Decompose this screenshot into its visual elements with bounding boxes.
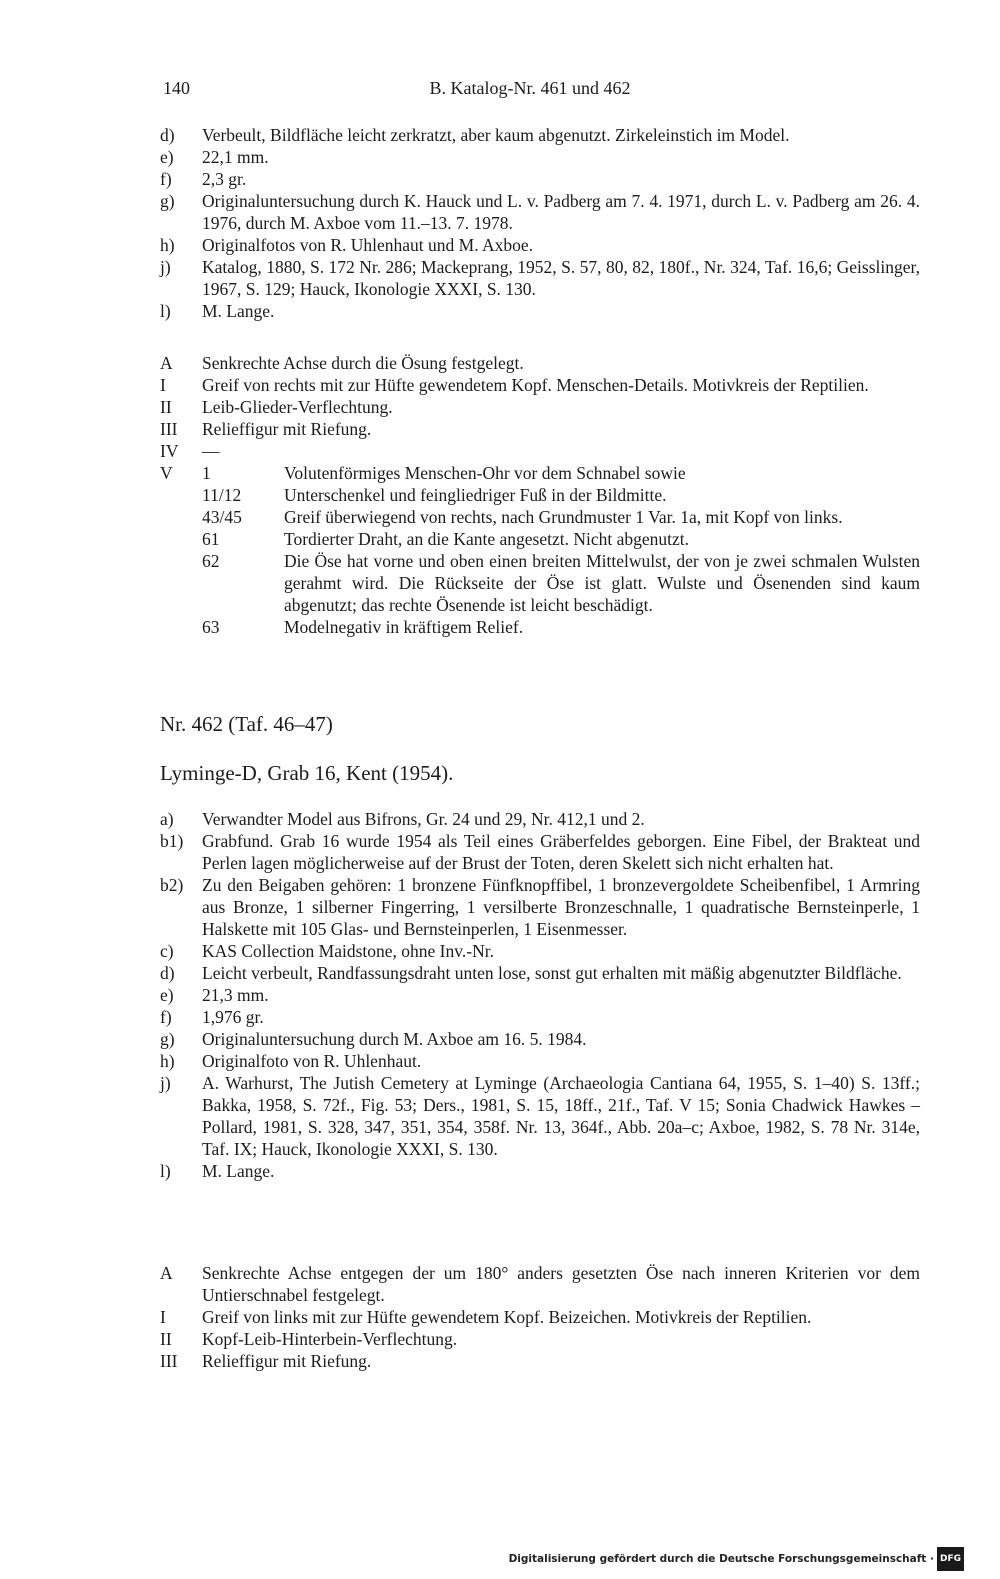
item-label: g): [160, 191, 175, 211]
item-label: e): [160, 985, 174, 1005]
analysis-text: Leib-Glieder-Verflechtung.: [202, 397, 393, 417]
item-label: g): [160, 1029, 175, 1049]
item-text: M. Lange.: [202, 301, 275, 321]
site-title: Lyminge-D, Grab 16, Kent (1954).: [160, 761, 454, 785]
v-num: 63: [202, 617, 220, 637]
analysis-text: Kopf-Leib-Hinterbein-Verflechtung.: [202, 1329, 458, 1349]
item-text: 2,3 gr.: [202, 169, 247, 189]
analysis-item: [160, 1350, 920, 1372]
list-item: [160, 124, 920, 146]
footer-text: Digitalisierung gefördert durch die Deutsche Forschungsgemeinschaft ·: [508, 1553, 934, 1565]
analysis-text: Relieffigur mit Riefung.: [202, 1351, 372, 1371]
item-label: f): [160, 169, 172, 189]
v-row: [202, 506, 920, 528]
running-head: B. Katalog-Nr. 461 und 462: [429, 78, 631, 98]
analysis-item: [160, 440, 920, 462]
item-text: Originaluntersuchung durch K. Hauck und L. v. Padberg am 7. 4. 1971, durch L. v. Padberg am 26. 4. 1976, durch M. Axboe vom 11.–13. 7. 1978.: [202, 191, 920, 233]
v-num: 11/12: [202, 485, 242, 505]
v-row: [202, 528, 920, 550]
item-label: e): [160, 147, 174, 167]
item-label: j): [160, 257, 171, 277]
list-item: [160, 1072, 920, 1160]
v-row: [202, 462, 920, 484]
v-text: Die Öse hat vorne und oben einen breiten Mittelwulst, der von je zwei schmalen Wulsten gerahmt wird. Die Rückseite der Öse ist glatt. Wulste und Ösenenden sind kaum abgenutzt; das rechte Ösenende ist leicht beschädigt.: [284, 551, 920, 615]
analysis-label: I: [160, 375, 166, 395]
item-label: h): [160, 1051, 175, 1071]
item-label: d): [160, 125, 175, 145]
item-label: c): [160, 941, 174, 961]
analysis-label: IV: [160, 441, 179, 461]
analysis-item: [160, 1262, 920, 1306]
analysis-text: Senkrechte Achse durch die Ösung festgelegt.: [202, 353, 524, 373]
v-text: Tordierter Draht, an die Kante angesetzt. Nicht abgenutzt.: [284, 529, 689, 549]
item-text: Leicht verbeult, Randfassungsdraht unten lose, sonst gut erhalten mit mäßig abgenutzter Bildfläche.: [202, 963, 902, 983]
v-table: [202, 462, 920, 638]
v-row: [202, 550, 920, 616]
list-item: [160, 874, 920, 940]
analysis-label: III: [160, 419, 178, 439]
item-label: f): [160, 1007, 172, 1027]
analysis-text: Greif von links mit zur Hüfte gewendetem Kopf. Beizeichen. Motivkreis der Reptilien.: [202, 1307, 812, 1327]
list-item: [160, 168, 920, 190]
v-num: 61: [202, 529, 220, 549]
item-text: 1,976 gr.: [202, 1007, 264, 1027]
entry-462-items: [160, 808, 920, 1182]
v-row: [202, 484, 920, 506]
item-label: l): [160, 301, 171, 321]
list-item: [160, 962, 920, 984]
list-item: [160, 1028, 920, 1050]
item-text: Verwandter Model aus Bifrons, Gr. 24 und 29, Nr. 412,1 und 2.: [202, 809, 645, 829]
v-text: Unterschenkel und feingliedriger Fuß in der Bildmitte.: [284, 485, 667, 505]
v-row: [202, 616, 920, 638]
analysis-text: Relieffigur mit Riefung.: [202, 419, 372, 439]
analysis-item: [160, 418, 920, 440]
funding-footer: [509, 1547, 964, 1571]
item-text: 21,3 mm.: [202, 985, 269, 1005]
list-item: [160, 984, 920, 1006]
item-text: 22,1 mm.: [202, 147, 269, 167]
v-text: Volutenförmiges Menschen-Ohr vor dem Schnabel sowie: [284, 463, 686, 483]
item-label: d): [160, 963, 175, 983]
list-item: [160, 300, 920, 322]
analysis-label: V: [160, 463, 173, 483]
analysis-item: [160, 352, 920, 374]
item-label: b2): [160, 875, 184, 895]
list-item: [160, 1160, 920, 1182]
analysis-text: Senkrechte Achse entgegen der um 180° anders gesetzten Öse nach inneren Kriterien vor dem Untierschnabel festgelegt.: [202, 1263, 920, 1305]
analysis-item: [160, 1328, 920, 1350]
item-text: Originalfotos von R. Uhlenhaut und M. Axboe.: [202, 235, 534, 255]
list-item: [160, 146, 920, 168]
list-item: [160, 808, 920, 830]
analysis-text: Greif von rechts mit zur Hüfte gewendetem Kopf. Menschen-Details. Motivkreis der Reptilien.: [202, 375, 869, 395]
analysis-label: II: [160, 397, 172, 417]
item-text: Originalfoto von R. Uhlenhaut.: [202, 1051, 422, 1071]
list-item: [160, 234, 920, 256]
analysis-item-v: [160, 462, 920, 638]
item-text: A. Warhurst, The Jutish Cemetery at Lyminge (Archaeologia Cantiana 64, 1955, S. 1–40) S. 13ff.; Bakka, 1958, S. 72f., Fig. 53; Ders., 1981, S. 15, 18ff., 21f., Taf. V 15; Sonia Chadwick Hawkes – Pollard, 1981, S. 328, 347, 351, 354, 358f. Nr. 13, 364f., Abb. 20a–c; Axboe, 1982, S. 78 Nr. 314e, Taf. IX; Hauck, Ikonologie XXXI, S. 130.: [202, 1073, 920, 1159]
v-num: 1: [202, 463, 211, 483]
list-item: [160, 256, 920, 300]
item-text: KAS Collection Maidstone, ohne Inv.-Nr.: [202, 941, 494, 961]
entry-heading: Nr. 462 (Taf. 46–47): [160, 712, 333, 736]
list-item: [160, 1006, 920, 1028]
analysis-item: [160, 1306, 920, 1328]
analysis-label: A: [160, 353, 173, 373]
item-text: Grabfund. Grab 16 wurde 1954 als Teil eines Gräberfeldes geborgen. Eine Fibel, der Brakteat und Perlen lagen möglicherweise auf der Brust der Toten, deren Skelett sich nicht erhalten hat.: [202, 831, 920, 873]
v-num: 62: [202, 551, 220, 571]
item-text: Originaluntersuchung durch M. Axboe am 16. 5. 1984.: [202, 1029, 587, 1049]
list-item: [160, 830, 920, 874]
item-label: a): [160, 809, 174, 829]
item-label: h): [160, 235, 175, 255]
item-text: M. Lange.: [202, 1161, 275, 1181]
v-text: Greif überwiegend von rechts, nach Grundmuster 1 Var. 1a, mit Kopf von links.: [284, 507, 843, 527]
list-item: [160, 1050, 920, 1072]
item-label: b1): [160, 831, 184, 851]
item-text: Zu den Beigaben gehören: 1 bronzene Fünfknopffibel, 1 bronzevergoldete Scheibenfibel, 1 Armring aus Bronze, 1 silberner Fingerring, 1 versilberte Bronzeschnalle, 1 quadratische Bernsteinperle, 1 Halskette mit 105 Glas- und Bernsteinperlen, 1 Eisenmesser.: [202, 875, 920, 939]
analysis-text: —: [202, 441, 220, 461]
entry-462-analysis: [160, 1262, 920, 1372]
page-number: 140: [163, 78, 190, 98]
analysis-label: II: [160, 1329, 172, 1349]
v-num: 43/45: [202, 507, 242, 527]
analysis-label: A: [160, 1263, 173, 1283]
item-text: Verbeult, Bildfläche leicht zerkratzt, aber kaum abgenutzt. Zirkeleinstich im Model.: [202, 125, 790, 145]
item-text: Katalog, 1880, S. 172 Nr. 286; Mackeprang, 1952, S. 57, 80, 82, 180f., Nr. 324, Taf. 16,6; Geisslinger, 1967, S. 129; Hauck, Ikonologie XXXI, S. 130.: [202, 257, 920, 299]
list-item: [160, 190, 920, 234]
entry-461-analysis: [160, 352, 920, 638]
dfg-logo: DFG: [937, 1547, 964, 1571]
analysis-label: III: [160, 1351, 178, 1371]
entry-461-items: [160, 124, 920, 322]
analysis-item: [160, 374, 920, 396]
item-label: j): [160, 1073, 171, 1093]
analysis-item: [160, 396, 920, 418]
analysis-label: I: [160, 1307, 166, 1327]
list-item: [160, 940, 920, 962]
v-text: Modelnegativ in kräftigem Relief.: [284, 617, 524, 637]
item-label: l): [160, 1161, 171, 1181]
